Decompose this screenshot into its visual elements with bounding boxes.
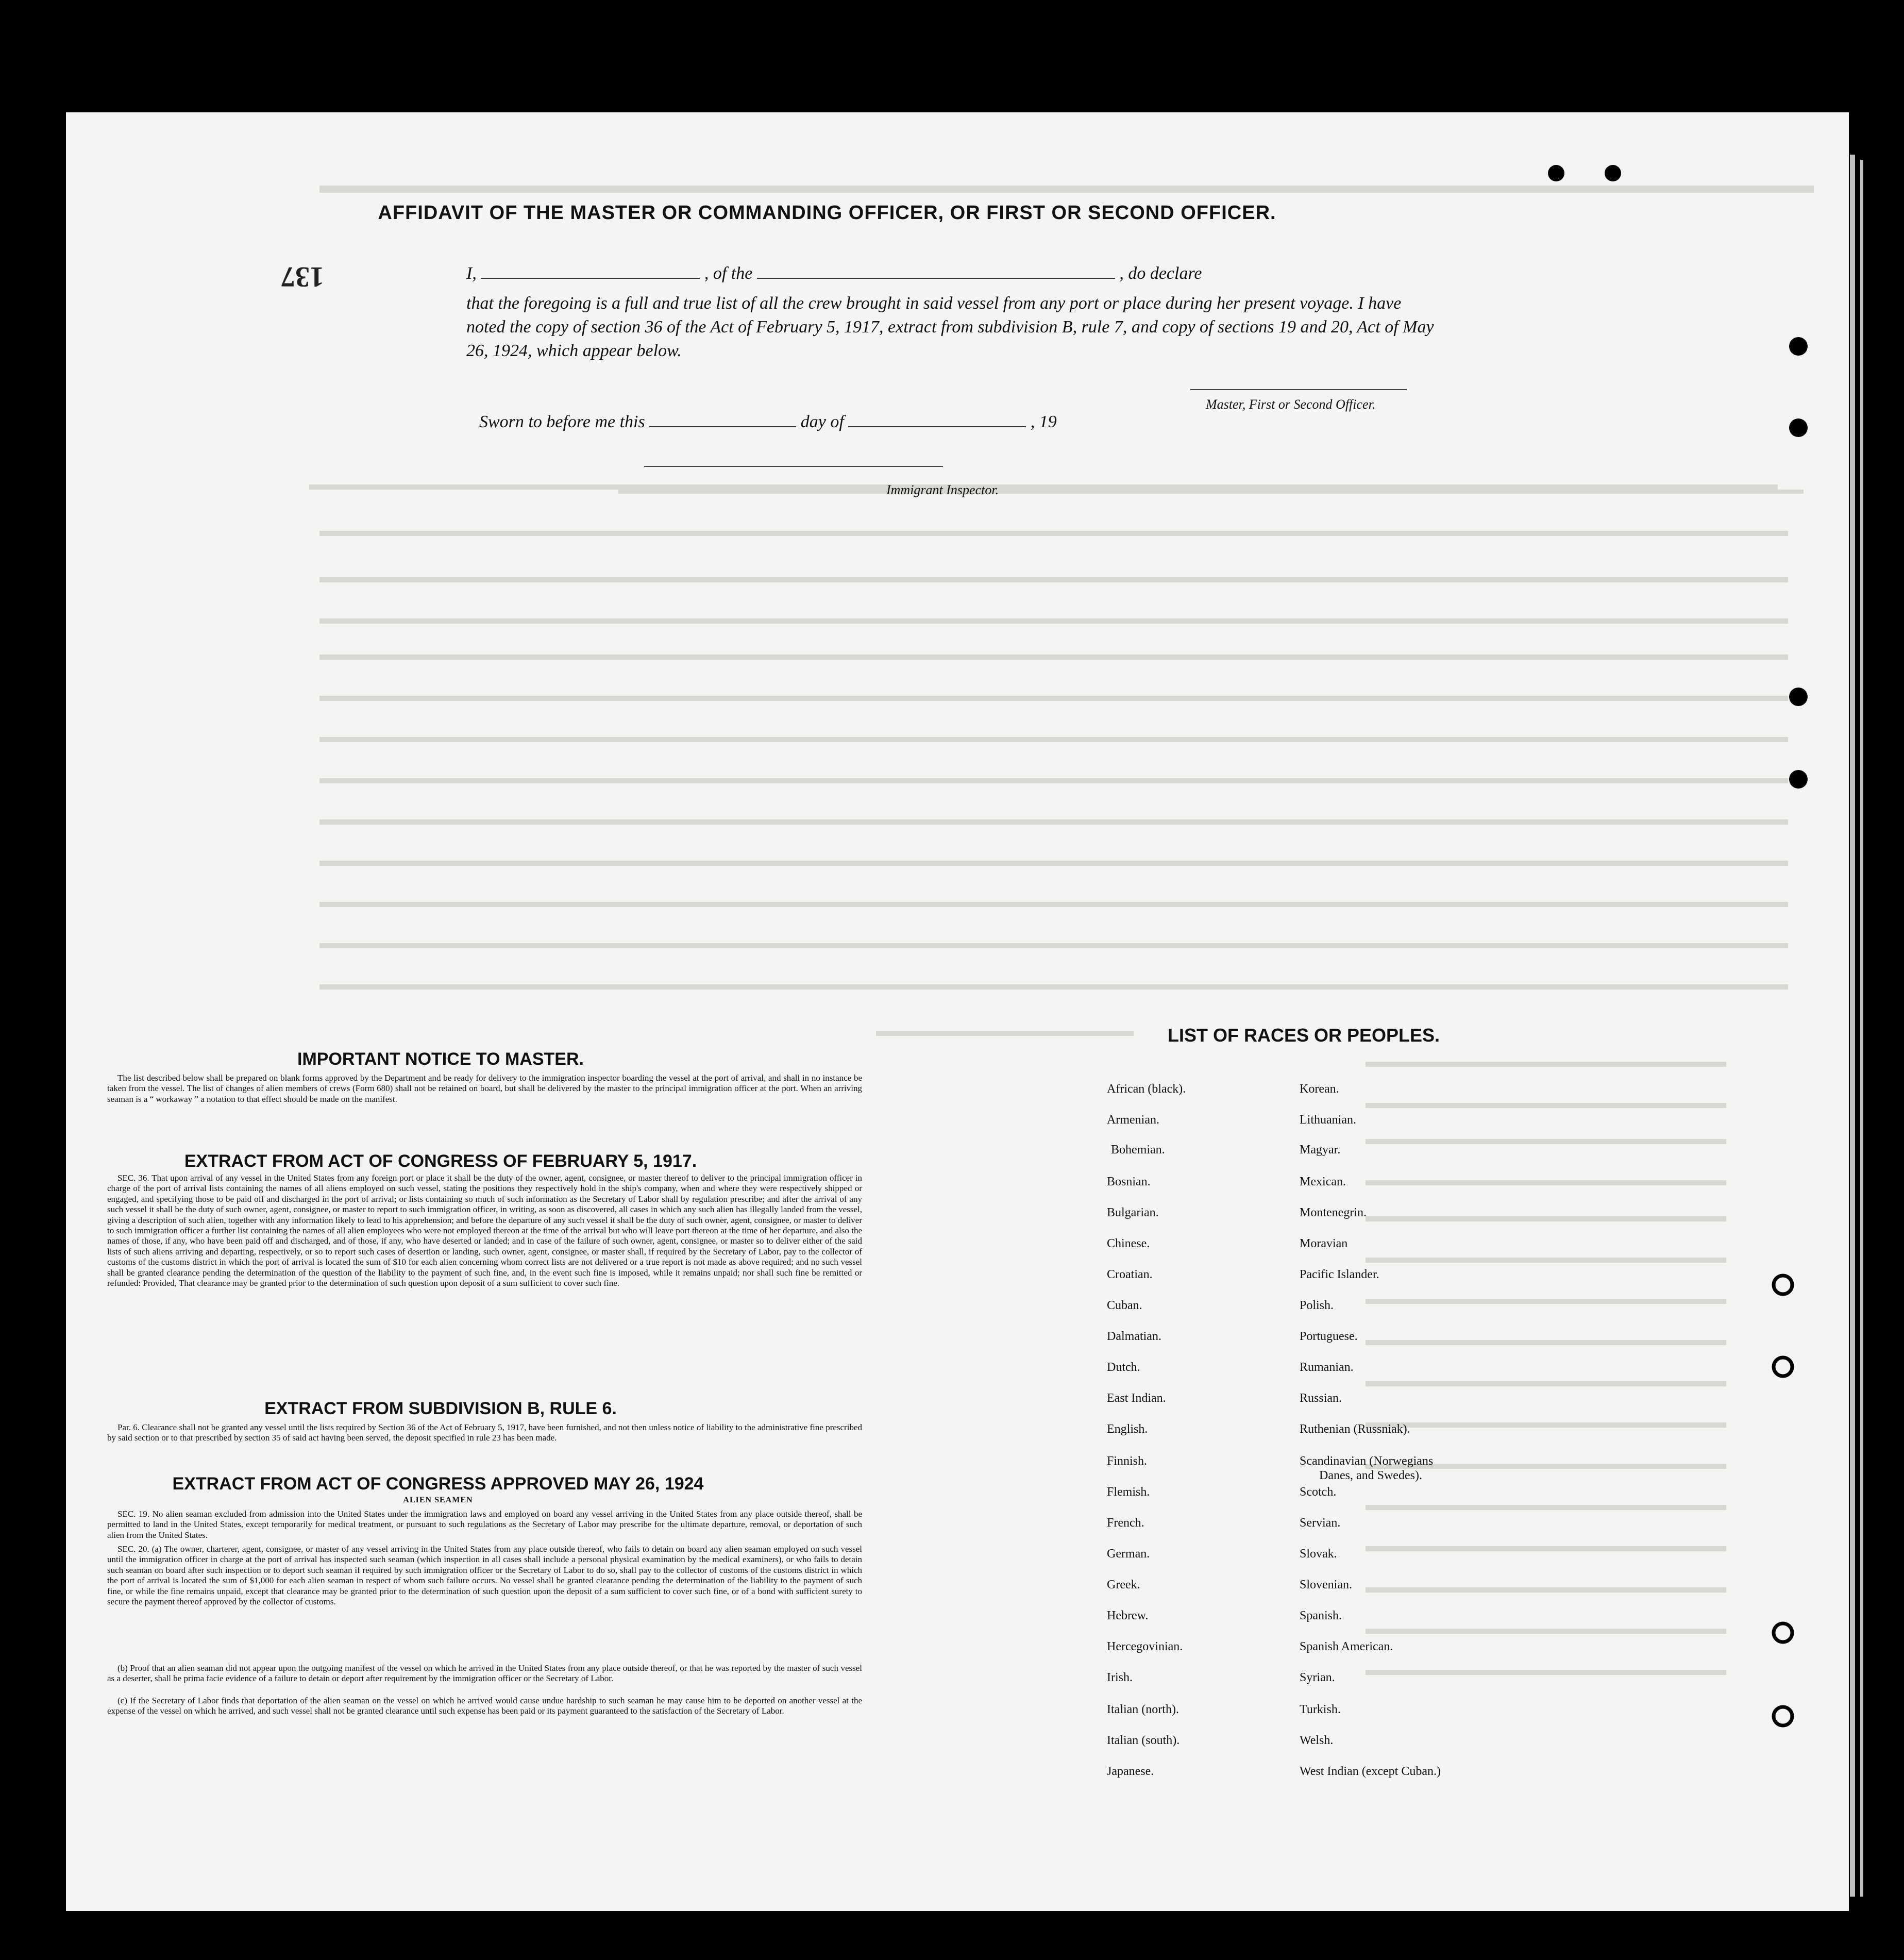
race-item: Syrian. [1300,1671,1335,1684]
vessel-name-blank[interactable] [757,264,1115,279]
race-item: German. [1107,1547,1150,1561]
race-item: Hercegovinian. [1107,1640,1183,1653]
race-item: Russian. [1300,1392,1342,1405]
race-item: Polish. [1300,1299,1334,1312]
race-item: Mexican. [1300,1175,1346,1188]
race-item: Bulgarian. [1107,1206,1159,1219]
race-item: Croatian. [1107,1268,1153,1281]
race-item: Hebrew. [1107,1609,1149,1622]
race-item: Flemish. [1107,1485,1150,1499]
extract-1924-title: EXTRACT FROM ACT OF CONGRESS APPROVED MAY 26, 1924 [172,1474,704,1494]
extract-rule6-body: Par. 6. Clearance shall not be granted any vessel until the lists required by Section 36 of the Act of February 5, 1917, have been furnished, and not then unless notice of liability to the administrative fine prescribed by said section or to that prescribed by section 35 of said act having been served, the deposit specified in rule 23 has been made. [107,1422,862,1443]
race-item: Japanese. [1107,1765,1154,1778]
extract-1924-sec20b: (b) Proof that an alien seaman did not appear upon the outgoing manifest of the vessel on which he arrived in the United States from any place outside thereof, or that he was reported by the master of such vessel as a deserter, shall be prima facie evidence of a failure to detain or deport after requirement by the immigration officer or the Secretary of Labor. [107,1663,862,1684]
signature-label: Master, First or Second Officer. [1206,397,1376,412]
extract-1924-sec20c: (c) If the Secretary of Labor finds that deportation of the alien seaman on the vessel on which he arrived would cause undue hardship to such seaman he may cause him to be deported on another vessel at the expense of the vessel on which he arrived, and such vessel shall not be granted clearance until such expense has been paid or its payment guaranteed to the satisfaction of the Secretary of Labor. [107,1696,862,1716]
race-item: Rumanian. [1300,1361,1354,1374]
race-item: Slovenian. [1300,1578,1352,1592]
race-item: African (black). [1107,1082,1186,1096]
race-item: Bohemian. [1111,1143,1165,1157]
race-item: Slovak. [1300,1547,1337,1561]
race-item: Magyar. [1300,1143,1341,1157]
sworn-year-label: , 19 [1030,412,1057,431]
sworn-prefix: Sworn to before me this [479,412,645,431]
notice-title: IMPORTANT NOTICE TO MASTER. [297,1049,584,1069]
race-item: Cuban. [1107,1299,1142,1312]
sworn-day-blank[interactable] [649,413,796,427]
extract-1917-title: EXTRACT FROM ACT OF CONGRESS OF FEBRUARY 5, 1917. [184,1151,697,1171]
race-item: Greek. [1107,1578,1140,1592]
declarant-prefix: I, [466,264,477,283]
race-item: Chinese. [1107,1237,1150,1250]
race-item: English. [1107,1422,1148,1436]
race-item: Dalmatian. [1107,1330,1161,1343]
race-item: Spanish American. [1300,1640,1393,1653]
race-item: Scotch. [1300,1485,1337,1499]
affidavit-title: AFFIDAVIT OF THE MASTER OR COMMANDING OFFICER, OR FIRST OR SECOND OFFICER. [378,202,1276,224]
race-item: Italian (south). [1107,1734,1180,1747]
race-item: Servian. [1300,1516,1341,1530]
of-the-label: , of the [704,264,753,283]
sheet-number-stamp: 137 [281,261,324,293]
sworn-month-blank[interactable] [848,413,1026,427]
race-item: Welsh. [1300,1734,1334,1747]
signature-line[interactable] [1190,389,1407,390]
extract-1924-sec20a: SEC. 20. (a) The owner, charterer, agent, consignee, or master of any vessel arriving in the United States from any place outside thereof, who fails to detain on board any alien seaman employed on such vessel until the immigration officer in charge at the port of arrival has inspected such seaman (which inspection in all cases shall include a personal physical examination by the medical examiners), or who fails to detain such seaman on board after such inspection or to deport such seaman if required by such immigration officer or the Secretary of Labor to do so, shall pay to the collector of customs of the customs district in which the port of arrival is located the sum of $1,000 for each alien seaman in respect of whom such failure occurs. No vessel shall be granted clearance pending the determination of the liability to the payment of such fine, or while the fine remains unpaid, except that clearance may be granted prior to the determination of such question upon the deposit of a sum sufficient to cover such fine, or of a bond with sufficient surety to secure the payment thereof approved by the collector of customs. [107,1544,862,1607]
race-item: Armenian. [1107,1113,1159,1127]
affidavit-body: that the foregoing is a full and true list of all the crew brought in said vessel from any port or place during her present voyage. I have noted the copy of section 36 of the Act of February 5, 1917, extract from subdivision B, rule 7, and copy of sections 19 and 20, Act of May 26, 1924, which appear below. [466,294,1434,360]
race-item: French. [1107,1516,1144,1530]
race-item: Lithuanian. [1300,1113,1356,1127]
extract-rule6-title: EXTRACT FROM SUBDIVISION B, RULE 6. [264,1399,617,1418]
race-item: Pacific Islander. [1300,1268,1379,1281]
race-item: Irish. [1107,1671,1133,1684]
race-item: Finnish. [1107,1454,1148,1468]
race-item: Scandinavian (Norwegians [1300,1454,1434,1468]
race-item: Ruthenian (Russniak). [1300,1422,1410,1436]
do-declare-label: , do declare [1119,264,1202,283]
race-item: Moravian [1300,1237,1348,1250]
race-item: Spanish. [1300,1609,1342,1622]
extract-1924-subtitle: ALIEN SEAMEN [403,1496,473,1504]
sworn-day-label: day of [800,412,844,431]
affidavit-declarant-line [466,264,1202,283]
race-item: Dutch. [1107,1361,1140,1374]
inspector-label: Immigrant Inspector. [886,482,999,497]
race-item: Korean. [1300,1082,1339,1096]
races-title: LIST OF RACES OR PEOPLES. [1167,1025,1440,1046]
inspector-signature-line[interactable] [644,466,943,467]
race-item: Italian (north). [1107,1703,1179,1716]
race-item: Turkish. [1300,1703,1341,1716]
race-item: Danes, and Swedes). [1319,1469,1422,1482]
race-item: East Indian. [1107,1392,1166,1405]
extract-1924-sec19: SEC. 19. No alien seaman excluded from admission into the United States under the immigration laws and employed on board any vessel arriving in the United States from any place outside thereof, shall be permitted to land in the United States, except temporarily for medical treatment, or pursuant to such regulations as the Secretary of Labor may prescribe for the ultimate departure, removal, or deportation of such alien from the United States. [107,1509,862,1540]
race-item: West Indian (except Cuban.) [1300,1765,1441,1778]
declarant-name-blank[interactable] [481,264,700,279]
sworn-line [479,412,1057,432]
race-item: Bosnian. [1107,1175,1151,1188]
race-item: Montenegrin. [1300,1206,1367,1219]
notice-body: The list described below shall be prepared on blank forms approved by the Department and be ready for delivery to the immigration inspector boarding the vessel at the port of arrival, and shall in no instance be taken from the vessel. The list of changes of alien members of crews (Form 680) shall not be retained on board, but shall be delivered by the master to the principal immigration officer at the port. When an arriving seaman is a “ workaway ” a notation to that effect should be made on the manifest. [107,1073,862,1104]
race-item: Portuguese. [1300,1330,1358,1343]
extract-1917-body: SEC. 36. That upon arrival of any vessel in the United States from any foreign port or place it shall be the duty of the owner, agent, consignee, or master thereof to deliver to the principal immigration officer in charge of the port of arrival lists containing the names of all aliens employed on such vessel, stating the positions they respectively hold in the ship's company, when and where they were respectively shipped or engaged, and specifying those to be paid off and discharged in the port of arrival; or lists containing so much of such information as the Secretary of Labor shall by regulation prescribe; and after the arrival of any such vessel it shall be the duty of such owner, agent, consignee, or master to report to such immigration officer, in writing, as soon as discovered, all cases in which any such alien has illegally landed from the vessel, giving a description of such alien, together with any information likely to lead to his apprehension; and before the departure of any such vessel it shall be the duty of such owner, agent, consignee, or master to deliver to such immigration officer a further list containing the names of all alien employees who were not employed thereon at the time of the arrival but who will leave port thereon at the time of her departure, and also the names of those, if any, who have been paid off and discharged, and of those, if any, who have deserted or landed; and in case of the failure of such owner, agent, consignee, or master so to deliver either of the said lists of such aliens arriving and departing, respectively, or so to report such cases of desertion or landing, such owner, agent, consignee, or master shall, if required by the Secretary of Labor, pay to the collector of customs of the customs district in which the port of arrival is located the sum of $10 for each alien concerning whom correct lists are not delivered or a true report is not made as above required; and no such vessel shall be granted clearance pending the determination of the question of the liability to the payment of such fine, and, in the event such fine is imposed, while it remains unpaid; nor shall such fine be remitted or refunded: Provided, That clearance may be granted prior to the determination of such question upon deposit of a sum sufficient to cover such fine. [107,1173,862,1288]
